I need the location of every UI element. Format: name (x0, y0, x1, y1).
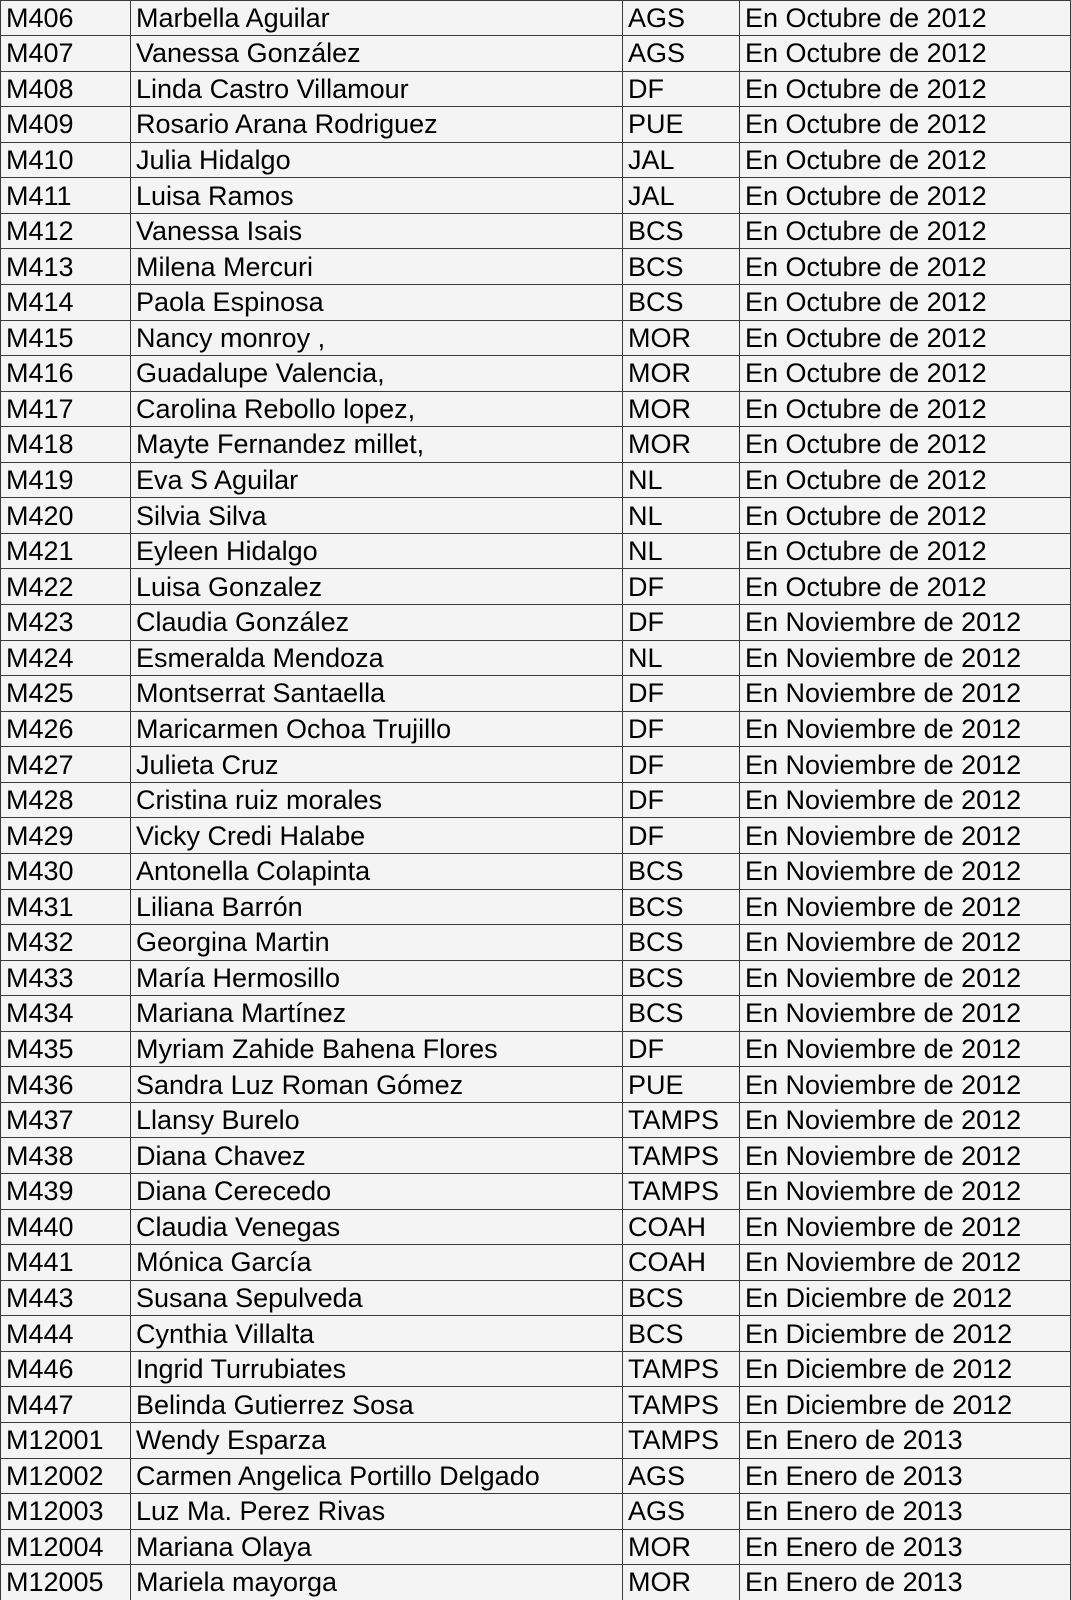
name-cell[interactable]: Diana Cerecedo (131, 1174, 623, 1210)
name-cell[interactable]: Linda Castro Villamour (131, 71, 623, 107)
state-cell[interactable]: BCS (623, 213, 740, 249)
state-cell[interactable]: DF (623, 1031, 740, 1067)
code-cell[interactable]: M430 (1, 853, 131, 889)
date-cell[interactable]: En Diciembre de 2012 (740, 1280, 1071, 1316)
code-cell[interactable]: M415 (1, 320, 131, 356)
state-cell[interactable]: NL (623, 498, 740, 534)
table-row (1, 1280, 1071, 1316)
name-cell[interactable]: Guadalupe Valencia, (131, 356, 623, 392)
code-cell[interactable]: M437 (1, 1102, 131, 1138)
code-cell[interactable]: M434 (1, 996, 131, 1032)
name-cell[interactable]: Vanessa Isais (131, 213, 623, 249)
code-cell[interactable]: M447 (1, 1387, 131, 1423)
name-cell[interactable]: Mariana Olaya (131, 1529, 623, 1565)
date-cell[interactable]: En Noviembre de 2012 (740, 960, 1071, 996)
date-cell[interactable]: En Octubre de 2012 (740, 1, 1071, 36)
name-cell[interactable]: Carmen Angelica Portillo Delgado (131, 1458, 623, 1494)
table-row (1, 818, 1071, 854)
date-cell[interactable]: En Noviembre de 2012 (740, 889, 1071, 925)
name-cell[interactable]: Myriam Zahide Bahena Flores (131, 1031, 623, 1067)
state-cell[interactable]: PUE (623, 1067, 740, 1103)
state-cell[interactable]: NL (623, 462, 740, 498)
code-cell[interactable]: M428 (1, 782, 131, 818)
name-cell[interactable]: Antonella Colapinta (131, 853, 623, 889)
table-row (1, 1494, 1071, 1530)
name-cell[interactable]: Paola Espinosa (131, 284, 623, 320)
date-cell[interactable]: En Octubre de 2012 (740, 391, 1071, 427)
table-row (1, 498, 1071, 534)
date-cell[interactable]: En Octubre de 2012 (740, 569, 1071, 605)
table-row (1, 1031, 1071, 1067)
name-cell[interactable]: Ingrid Turrubiates (131, 1351, 623, 1387)
table-row (1, 356, 1071, 392)
state-cell[interactable]: BCS (623, 1280, 740, 1316)
code-cell[interactable]: M412 (1, 213, 131, 249)
date-cell[interactable]: En Enero de 2013 (740, 1529, 1071, 1565)
name-cell[interactable]: Mariela mayorga (131, 1565, 623, 1600)
state-cell[interactable]: COAH (623, 1245, 740, 1281)
code-cell[interactable]: M422 (1, 569, 131, 605)
code-cell[interactable]: M413 (1, 249, 131, 285)
table-row (1, 107, 1071, 143)
date-cell[interactable]: En Enero de 2013 (740, 1565, 1071, 1600)
state-cell[interactable]: DF (623, 747, 740, 783)
state-cell[interactable]: PUE (623, 107, 740, 143)
code-cell[interactable]: M410 (1, 142, 131, 178)
date-cell[interactable]: En Noviembre de 2012 (740, 1209, 1071, 1245)
state-cell[interactable]: MOR (623, 427, 740, 463)
state-cell[interactable]: MOR (623, 356, 740, 392)
name-cell[interactable]: Vanessa González (131, 36, 623, 72)
state-cell[interactable]: DF (623, 71, 740, 107)
date-cell[interactable]: En Noviembre de 2012 (740, 605, 1071, 641)
state-cell[interactable]: DF (623, 676, 740, 712)
code-cell[interactable]: M435 (1, 1031, 131, 1067)
name-cell[interactable]: Diana Chavez (131, 1138, 623, 1174)
code-cell[interactable]: M409 (1, 107, 131, 143)
code-cell[interactable]: M431 (1, 889, 131, 925)
name-cell[interactable]: Luisa Ramos (131, 178, 623, 214)
table-row (1, 960, 1071, 996)
date-cell[interactable]: En Noviembre de 2012 (740, 640, 1071, 676)
table-row (1, 427, 1071, 463)
table-row (1, 996, 1071, 1032)
name-cell[interactable]: Belinda Gutierrez Sosa (131, 1387, 623, 1423)
state-cell[interactable]: DF (623, 711, 740, 747)
state-cell[interactable]: BCS (623, 284, 740, 320)
name-cell[interactable]: Silvia Silva (131, 498, 623, 534)
code-cell[interactable]: M438 (1, 1138, 131, 1174)
table-row (1, 747, 1071, 783)
state-cell[interactable]: BCS (623, 853, 740, 889)
code-cell[interactable]: M433 (1, 960, 131, 996)
date-cell[interactable]: En Octubre de 2012 (740, 107, 1071, 143)
table-row (1, 71, 1071, 107)
code-cell[interactable]: M12004 (1, 1529, 131, 1565)
date-cell[interactable]: En Noviembre de 2012 (740, 1138, 1071, 1174)
code-cell[interactable]: M426 (1, 711, 131, 747)
date-cell[interactable]: En Octubre de 2012 (740, 71, 1071, 107)
code-cell[interactable]: M443 (1, 1280, 131, 1316)
date-cell[interactable]: En Octubre de 2012 (740, 36, 1071, 72)
date-cell[interactable]: En Noviembre de 2012 (740, 782, 1071, 818)
name-cell[interactable]: Wendy Esparza (131, 1422, 623, 1458)
date-cell[interactable]: En Noviembre de 2012 (740, 818, 1071, 854)
table-row (1, 569, 1071, 605)
date-cell[interactable]: En Octubre de 2012 (740, 356, 1071, 392)
date-cell[interactable]: En Octubre de 2012 (740, 213, 1071, 249)
date-cell[interactable]: En Octubre de 2012 (740, 178, 1071, 214)
code-cell[interactable]: M411 (1, 178, 131, 214)
state-cell[interactable]: BCS (623, 249, 740, 285)
date-cell[interactable]: En Noviembre de 2012 (740, 1102, 1071, 1138)
state-cell[interactable]: NL (623, 640, 740, 676)
date-cell[interactable]: En Noviembre de 2012 (740, 711, 1071, 747)
table-row (1, 605, 1071, 641)
table-row (1, 782, 1071, 818)
code-cell[interactable]: M439 (1, 1174, 131, 1210)
name-cell[interactable]: Eyleen Hidalgo (131, 533, 623, 569)
code-cell[interactable]: M421 (1, 533, 131, 569)
state-cell[interactable]: BCS (623, 960, 740, 996)
state-cell[interactable]: TAMPS (623, 1387, 740, 1423)
name-cell[interactable]: Claudia Venegas (131, 1209, 623, 1245)
code-cell[interactable]: M418 (1, 427, 131, 463)
name-cell[interactable]: Julia Hidalgo (131, 142, 623, 178)
name-cell[interactable]: Montserrat Santaella (131, 676, 623, 712)
table-row (1, 1, 1071, 36)
name-cell[interactable]: Nancy monroy , (131, 320, 623, 356)
code-cell[interactable]: M406 (1, 1, 131, 36)
state-cell[interactable]: TAMPS (623, 1138, 740, 1174)
state-cell[interactable]: JAL (623, 142, 740, 178)
code-cell[interactable]: M414 (1, 284, 131, 320)
state-cell[interactable]: NL (623, 533, 740, 569)
name-cell[interactable]: Luisa Gonzalez (131, 569, 623, 605)
state-cell[interactable]: DF (623, 782, 740, 818)
name-cell[interactable]: Luz Ma. Perez Rivas (131, 1494, 623, 1530)
date-cell[interactable]: En Noviembre de 2012 (740, 676, 1071, 712)
code-cell[interactable]: M419 (1, 462, 131, 498)
state-cell[interactable]: TAMPS (623, 1102, 740, 1138)
table-row (1, 1351, 1071, 1387)
name-cell[interactable]: Mónica García (131, 1245, 623, 1281)
name-cell[interactable]: Sandra Luz Roman Gómez (131, 1067, 623, 1103)
table-row (1, 1387, 1071, 1423)
name-cell[interactable]: Esmeralda Mendoza (131, 640, 623, 676)
table-row (1, 1422, 1071, 1458)
name-cell[interactable]: Carolina Rebollo lopez, (131, 391, 623, 427)
table-row (1, 320, 1071, 356)
state-cell[interactable]: BCS (623, 889, 740, 925)
date-cell[interactable]: En Noviembre de 2012 (740, 747, 1071, 783)
table-row (1, 1529, 1071, 1565)
code-cell[interactable]: M446 (1, 1351, 131, 1387)
code-cell[interactable]: M440 (1, 1209, 131, 1245)
state-cell[interactable]: DF (623, 818, 740, 854)
code-cell[interactable]: M436 (1, 1067, 131, 1103)
table-row (1, 213, 1071, 249)
table-row (1, 178, 1071, 214)
state-cell[interactable]: MOR (623, 391, 740, 427)
code-cell[interactable]: M441 (1, 1245, 131, 1281)
name-cell[interactable]: Mariana Martínez (131, 996, 623, 1032)
date-cell[interactable]: En Octubre de 2012 (740, 249, 1071, 285)
state-cell[interactable]: MOR (623, 1565, 740, 1600)
name-cell[interactable]: Claudia González (131, 605, 623, 641)
state-cell[interactable]: TAMPS (623, 1422, 740, 1458)
state-cell[interactable]: TAMPS (623, 1174, 740, 1210)
state-cell[interactable]: MOR (623, 1529, 740, 1565)
state-cell[interactable]: JAL (623, 178, 740, 214)
table-row (1, 1565, 1071, 1600)
state-cell[interactable]: BCS (623, 1316, 740, 1352)
code-cell[interactable]: M416 (1, 356, 131, 392)
code-cell[interactable]: M408 (1, 71, 131, 107)
name-cell[interactable]: Cristina ruiz morales (131, 782, 623, 818)
date-cell[interactable]: En Enero de 2013 (740, 1422, 1071, 1458)
state-cell[interactable]: AGS (623, 1, 740, 36)
date-cell[interactable]: En Enero de 2013 (740, 1458, 1071, 1494)
table-row (1, 142, 1071, 178)
table-row (1, 640, 1071, 676)
code-cell[interactable]: M12005 (1, 1565, 131, 1600)
name-cell[interactable]: Georgina Martin (131, 925, 623, 961)
state-cell[interactable]: AGS (623, 36, 740, 72)
table-row (1, 462, 1071, 498)
date-cell[interactable]: En Noviembre de 2012 (740, 996, 1071, 1032)
code-cell[interactable]: M427 (1, 747, 131, 783)
name-cell[interactable]: Cynthia Villalta (131, 1316, 623, 1352)
date-cell[interactable]: En Diciembre de 2012 (740, 1387, 1071, 1423)
table-row (1, 1245, 1071, 1281)
name-cell[interactable]: Vicky Credi Halabe (131, 818, 623, 854)
name-cell[interactable]: Milena Mercuri (131, 249, 623, 285)
date-cell[interactable]: En Noviembre de 2012 (740, 1031, 1071, 1067)
table-row (1, 676, 1071, 712)
name-cell[interactable]: Susana Sepulveda (131, 1280, 623, 1316)
code-cell[interactable]: M425 (1, 676, 131, 712)
table-row (1, 853, 1071, 889)
date-cell[interactable]: En Noviembre de 2012 (740, 925, 1071, 961)
state-cell[interactable]: DF (623, 605, 740, 641)
name-cell[interactable]: Liliana Barrón (131, 889, 623, 925)
date-cell[interactable]: En Diciembre de 2012 (740, 1351, 1071, 1387)
table-row (1, 36, 1071, 72)
table-row (1, 1458, 1071, 1494)
date-cell[interactable]: En Octubre de 2012 (740, 427, 1071, 463)
table-row (1, 1067, 1071, 1103)
name-cell[interactable]: Maricarmen Ochoa Trujillo (131, 711, 623, 747)
name-cell[interactable]: Mayte Fernandez millet, (131, 427, 623, 463)
date-cell[interactable]: En Noviembre de 2012 (740, 853, 1071, 889)
code-cell[interactable]: M432 (1, 925, 131, 961)
table-row (1, 533, 1071, 569)
date-cell[interactable]: En Octubre de 2012 (740, 320, 1071, 356)
date-cell[interactable]: En Octubre de 2012 (740, 284, 1071, 320)
code-cell[interactable]: M444 (1, 1316, 131, 1352)
code-cell[interactable]: M423 (1, 605, 131, 641)
table-row (1, 1174, 1071, 1210)
code-cell[interactable]: M12001 (1, 1422, 131, 1458)
table-row (1, 1316, 1071, 1352)
table-body (1, 1, 1071, 1600)
date-cell[interactable]: En Octubre de 2012 (740, 142, 1071, 178)
state-cell[interactable]: BCS (623, 996, 740, 1032)
code-cell[interactable]: M429 (1, 818, 131, 854)
date-cell[interactable]: En Octubre de 2012 (740, 533, 1071, 569)
name-cell[interactable]: Rosario Arana Rodriguez (131, 107, 623, 143)
table-row (1, 711, 1071, 747)
state-cell[interactable]: MOR (623, 320, 740, 356)
table-row (1, 391, 1071, 427)
name-cell[interactable]: Julieta Cruz (131, 747, 623, 783)
code-cell[interactable]: M417 (1, 391, 131, 427)
table-row (1, 284, 1071, 320)
name-cell[interactable]: Marbella Aguilar (131, 1, 623, 36)
table-row (1, 889, 1071, 925)
name-cell[interactable]: Llansy Burelo (131, 1102, 623, 1138)
state-cell[interactable]: TAMPS (623, 1351, 740, 1387)
state-cell[interactable]: DF (623, 569, 740, 605)
table-row (1, 1102, 1071, 1138)
date-cell[interactable]: En Enero de 2013 (740, 1494, 1071, 1530)
table-row (1, 249, 1071, 285)
name-cell[interactable]: María Hermosillo (131, 960, 623, 996)
date-cell[interactable]: En Octubre de 2012 (740, 462, 1071, 498)
code-cell[interactable]: M12002 (1, 1458, 131, 1494)
table-row (1, 1209, 1071, 1245)
name-cell[interactable]: Eva S Aguilar (131, 462, 623, 498)
date-cell[interactable]: En Diciembre de 2012 (740, 1316, 1071, 1352)
code-cell[interactable]: M420 (1, 498, 131, 534)
state-cell[interactable]: BCS (623, 925, 740, 961)
date-cell[interactable]: En Noviembre de 2012 (740, 1245, 1071, 1281)
state-cell[interactable]: AGS (623, 1458, 740, 1494)
date-cell[interactable]: En Noviembre de 2012 (740, 1174, 1071, 1210)
table-row (1, 925, 1071, 961)
date-cell[interactable]: En Noviembre de 2012 (740, 1067, 1071, 1103)
state-cell[interactable]: COAH (623, 1209, 740, 1245)
code-cell[interactable]: M424 (1, 640, 131, 676)
code-cell[interactable]: M407 (1, 36, 131, 72)
code-cell[interactable]: M12003 (1, 1494, 131, 1530)
state-cell[interactable]: AGS (623, 1494, 740, 1530)
date-cell[interactable]: En Octubre de 2012 (740, 498, 1071, 534)
table-row (1, 1138, 1071, 1174)
